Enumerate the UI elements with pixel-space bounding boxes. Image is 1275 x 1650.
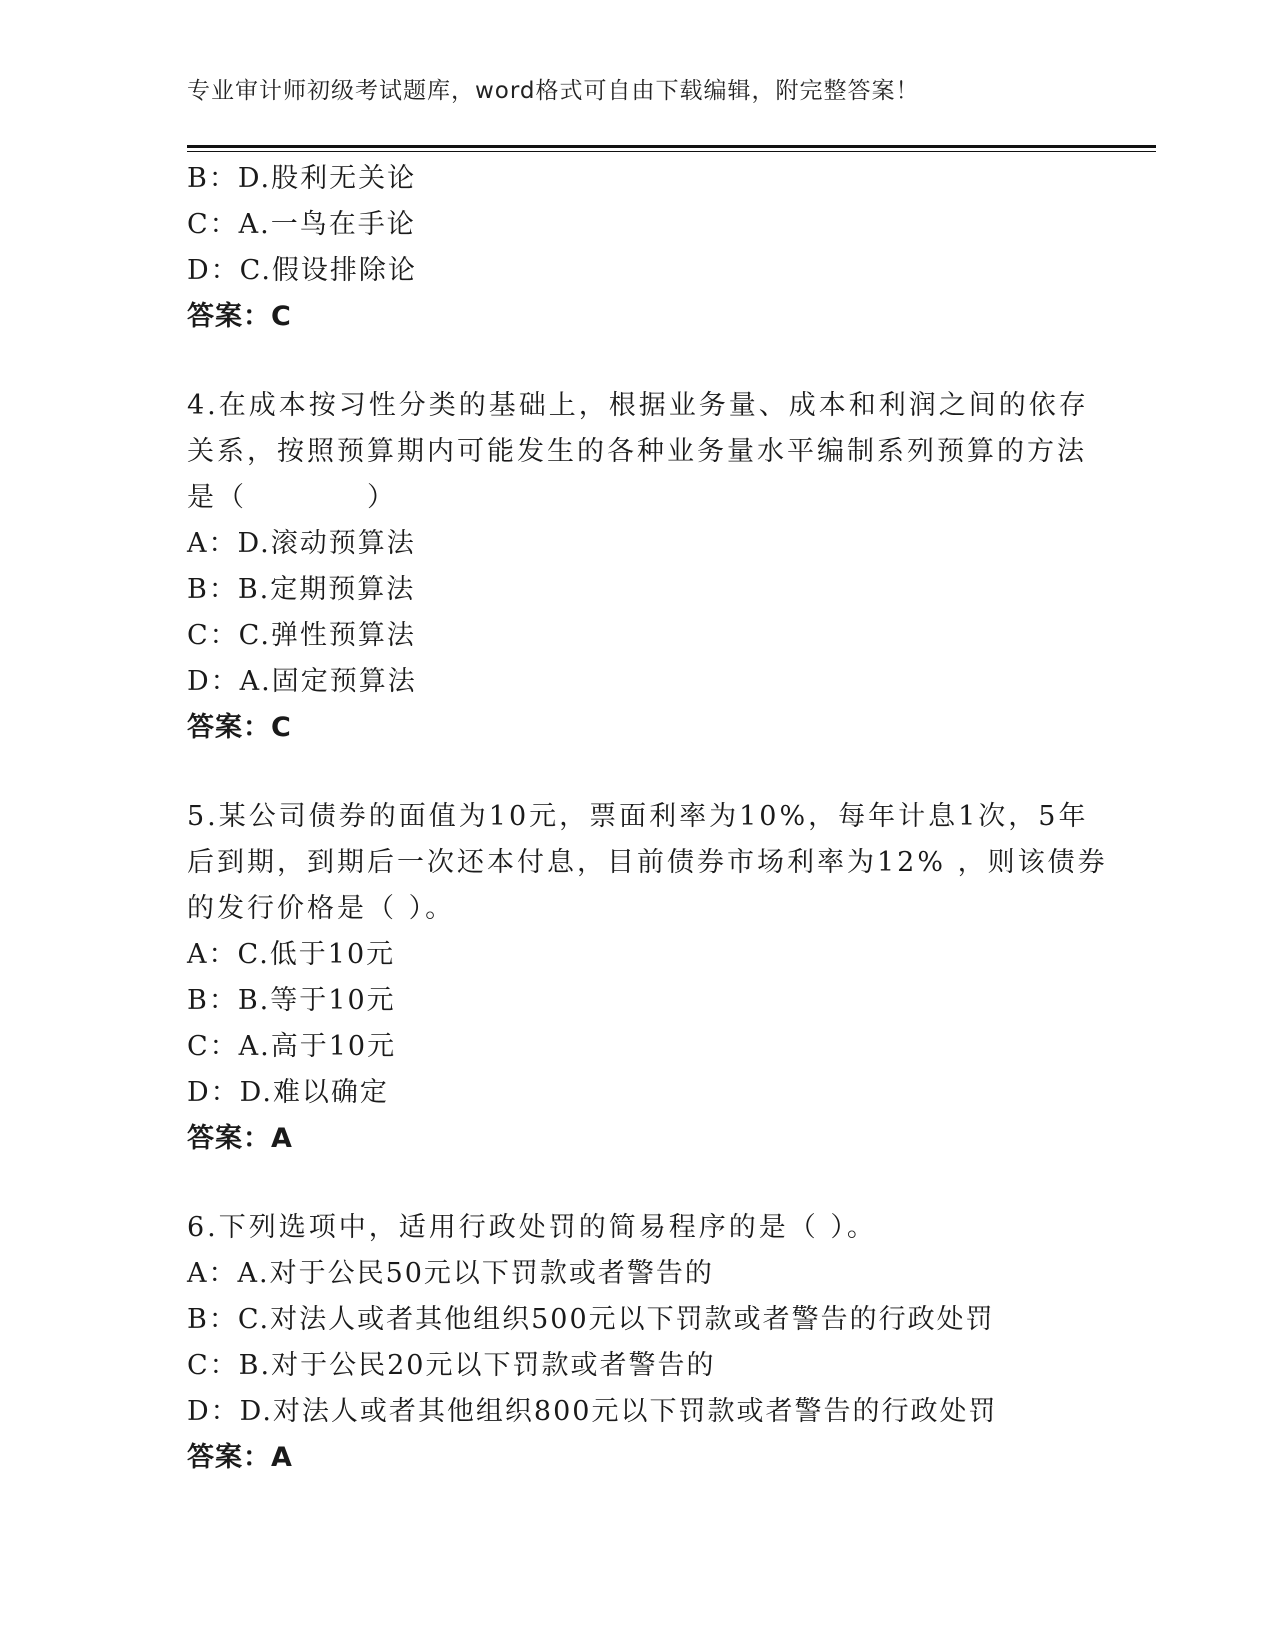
option-b: B：D.股利无关论: [187, 163, 417, 194]
option-b: B：B.定期预算法: [187, 574, 416, 605]
option-d: D：C.假设排除论: [187, 255, 417, 286]
answer-line: 答案：A: [187, 1123, 293, 1154]
question-content: [187, 156, 1108, 1481]
option-a: A：D.滚动预算法: [187, 528, 416, 559]
answer-line: 答案：C: [187, 712, 292, 743]
option-b: B：B.等于10元: [187, 985, 396, 1016]
option-a: A：C.低于10元: [187, 939, 396, 970]
question-text: 是（ ）: [187, 482, 397, 513]
header-rule-thin: [187, 151, 1156, 152]
option-a: A：A.对于公民50元以下罚款或者警告的: [187, 1258, 714, 1289]
option-c: C：A.一鸟在手论: [187, 209, 416, 240]
answer-line: 答案：C: [187, 301, 292, 332]
option-d: D：D.对法人或者其他组织800元以下罚款或者警告的行政处罚: [187, 1396, 998, 1427]
question-text: 后到期，到期后一次还本付息，目前债券市场利率为12% ，则该债券: [187, 847, 1108, 878]
option-c: C：B.对于公民20元以下罚款或者警告的: [187, 1350, 716, 1381]
answer-line: 答案：A: [187, 1442, 293, 1473]
question-block-6: [187, 1205, 1087, 1481]
question-text: 关系，按照预算期内可能发生的各种业务量水平编制系列预算的方法: [187, 436, 1087, 467]
question-text: 4.在成本按习性分类的基础上，根据业务量、成本和利润之间的依存: [187, 390, 1089, 421]
question-block-3: [187, 156, 1087, 340]
header-rule-thick: [187, 145, 1156, 148]
question-block-5: [187, 794, 1108, 1162]
question-block-4: [187, 383, 1087, 751]
option-d: D：A.固定预算法: [187, 666, 417, 697]
option-c: C：C.弹性预算法: [187, 620, 416, 651]
question-text: 6.下列选项中，适用行政处罚的简易程序的是（ ）。: [187, 1212, 877, 1243]
question-text: 5.某公司债券的面值为10元，票面利率为10%，每年计息1次，5年: [187, 801, 1089, 832]
option-c: C：A.高于10元: [187, 1031, 397, 1062]
page-header: 专业审计师初级考试题库，word格式可自由下载编辑，附完整答案！: [187, 78, 920, 104]
option-b: B：C.对法人或者其他组织500元以下罚款或者警告的行政处罚: [187, 1304, 995, 1335]
option-d: D：D.难以确定: [187, 1077, 389, 1108]
question-text: 的发行价格是（ ）。: [187, 893, 456, 924]
